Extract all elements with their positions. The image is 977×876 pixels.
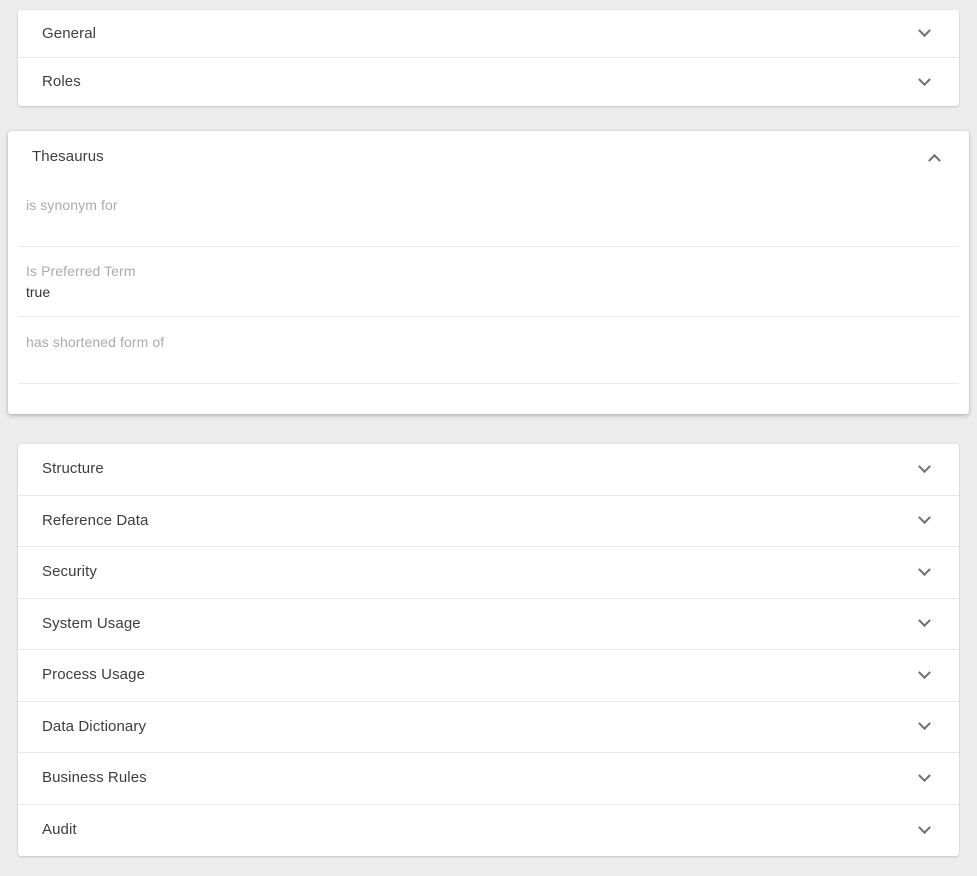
panel-header-general[interactable] (18, 10, 959, 58)
panel-header-business-rules[interactable] (18, 753, 959, 805)
chevron-down-icon (918, 73, 931, 86)
panel-title: Roles (42, 73, 81, 90)
field-label: has shortened form of (26, 334, 165, 350)
panel-title: Structure (42, 460, 104, 478)
chevron-down-icon (918, 615, 931, 628)
chevron-down-icon (918, 821, 931, 834)
panel-header-system-usage[interactable] (18, 599, 959, 651)
panel-title: Process Usage (42, 666, 146, 684)
field-label: is synonym for (26, 197, 118, 213)
panel-title: Audit (42, 821, 77, 839)
panel-title: Data Dictionary (42, 717, 147, 735)
panel-header-process-usage[interactable] (18, 650, 959, 702)
thesaurus-panel-title: Thesaurus (32, 148, 104, 165)
panel-title: Reference Data (42, 511, 149, 529)
panel-header-roles[interactable] (18, 58, 959, 106)
panel-header-security[interactable] (18, 547, 959, 599)
field-value: true (26, 284, 51, 300)
chevron-down-icon (918, 512, 931, 525)
accordion-page (0, 10, 977, 876)
chevron-down-icon (918, 666, 931, 679)
field-has-shortened-form-of[interactable] (18, 317, 959, 384)
chevron-up-icon (928, 153, 941, 166)
chevron-down-icon (918, 563, 931, 576)
panel-header-structure[interactable] (18, 444, 959, 496)
panel-title: Security (42, 563, 97, 581)
field-label: Is Preferred Term (26, 263, 136, 279)
field-is-preferred-term[interactable] (18, 247, 959, 317)
chevron-down-icon (918, 769, 931, 782)
field-is-synonym-for[interactable] (18, 183, 959, 247)
thesaurus-expansion-panel (8, 131, 969, 414)
panel-header-data-dictionary[interactable] (18, 702, 959, 754)
thesaurus-panel-body (8, 183, 969, 414)
chevron-down-icon (918, 460, 931, 473)
panel-title: System Usage (42, 614, 141, 632)
thesaurus-panel-header[interactable] (8, 131, 969, 183)
panel-title: Business Rules (42, 769, 147, 787)
chevron-down-icon (918, 24, 931, 37)
panel-title: General (42, 24, 97, 42)
accordion-group-bottom (18, 444, 959, 856)
panel-header-reference-data[interactable] (18, 496, 959, 548)
panel-header-audit[interactable] (18, 805, 959, 857)
accordion-group-top (18, 10, 959, 106)
chevron-down-icon (918, 718, 931, 731)
